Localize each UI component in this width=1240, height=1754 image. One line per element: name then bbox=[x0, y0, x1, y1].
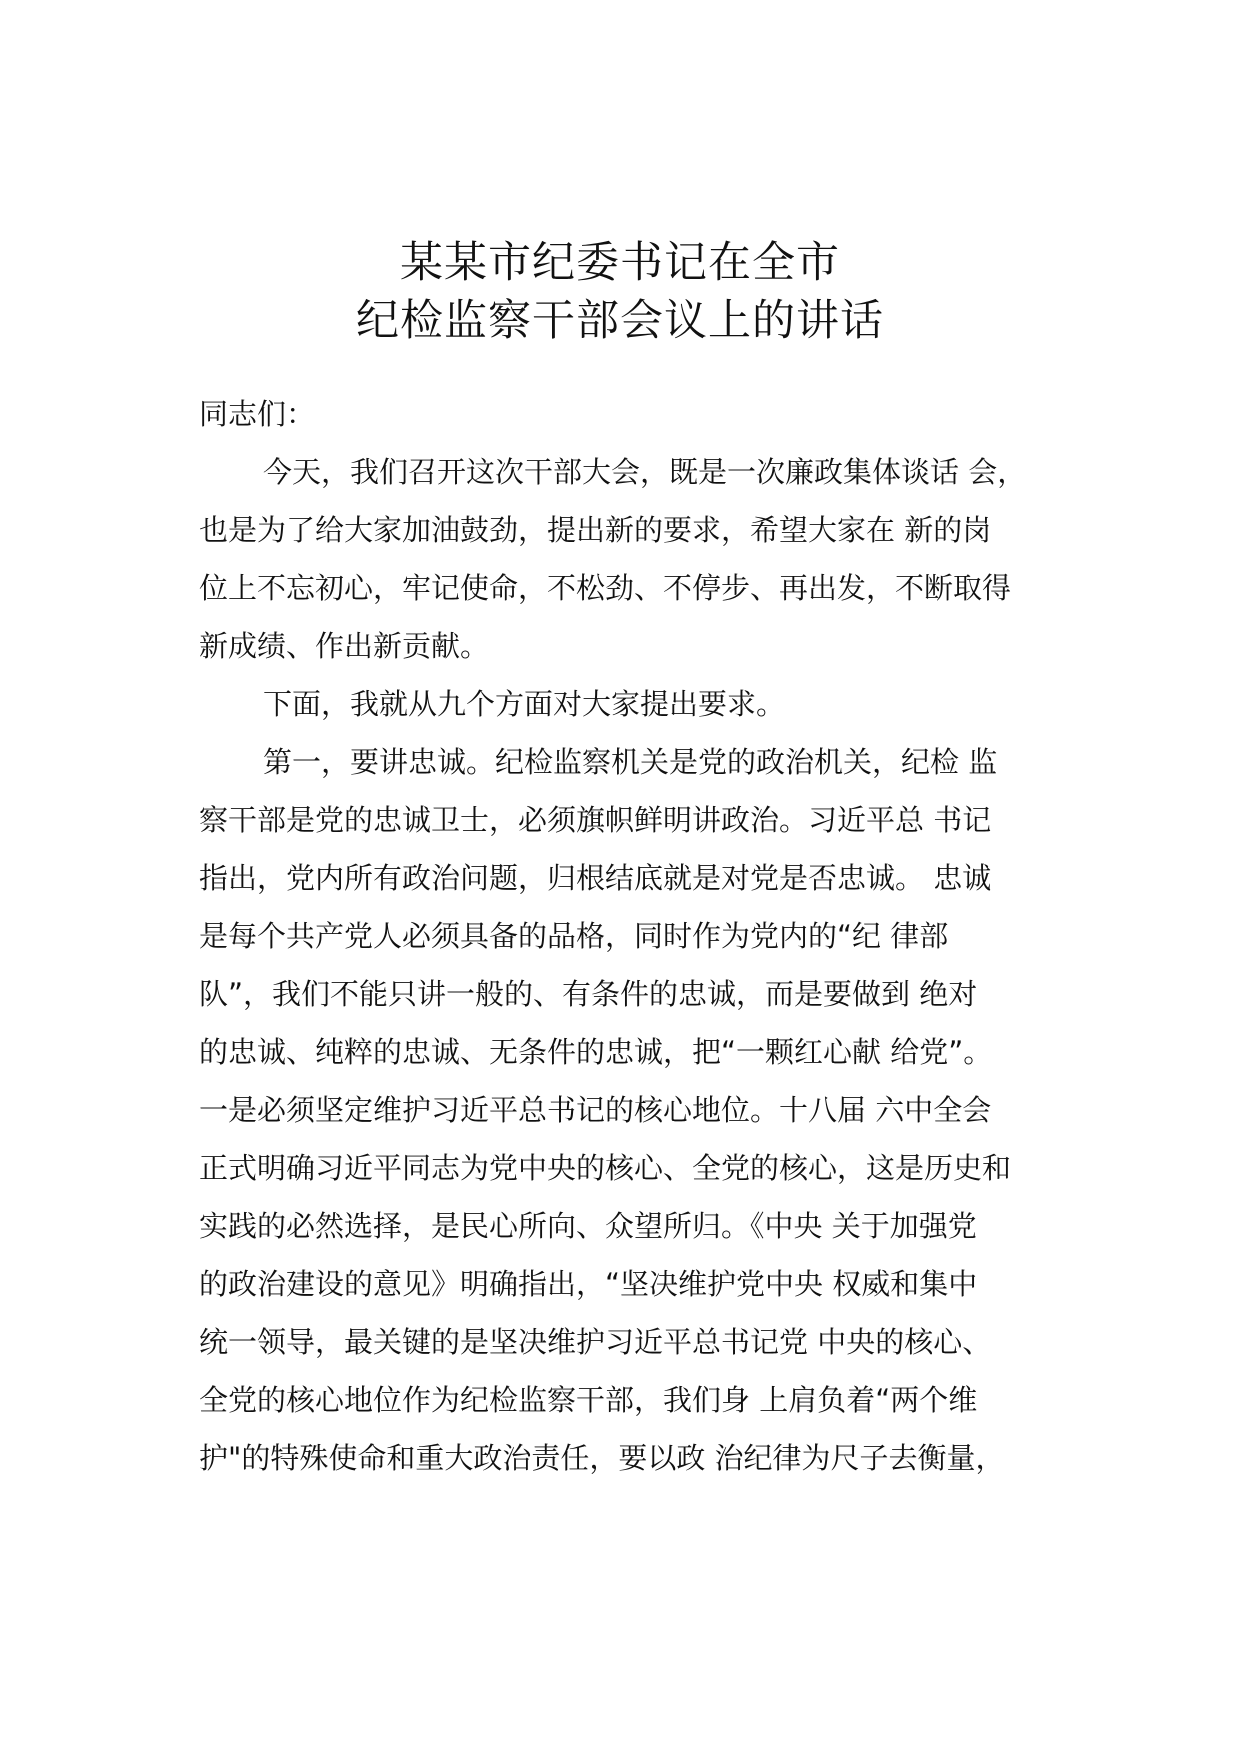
title-line: 某某市纪委书记在全市 bbox=[400, 237, 840, 288]
body-line: 指出，党内所有政治问题，归根结底就是对党是否忠诚。 忠诚 bbox=[199, 861, 992, 895]
body-line: 同志们： bbox=[199, 397, 316, 431]
body-line: 位上不忘初心，牢记使命，不松劲、不停步、再出发，不断取得 bbox=[199, 571, 1012, 605]
document-title bbox=[0, 234, 1240, 350]
body-line: 察干部是党的忠诚卫士，必须旗帜鲜明讲政治。习近平总 书记 bbox=[199, 803, 992, 837]
body-line: 下面，我就从九个方面对大家提出要求。 bbox=[263, 687, 786, 721]
body-line: 一是必须坚定维护习近平总书记的核心地位。十八届 六中全会 bbox=[199, 1093, 992, 1127]
body-line: 也是为了给大家加油鼓劲，提出新的要求，希望大家在 新的岗 bbox=[199, 513, 992, 547]
body-line: 正式明确习近平同志为党中央的核心、全党的核心，这是历史和 bbox=[199, 1151, 1012, 1185]
body-line: 队”，我们不能只讲一般的、有条件的忠诚，而是要做到 绝对 bbox=[199, 977, 978, 1011]
body-line: 统一领导，最关键的是坚决维护习近平总书记党 中央的核心、 bbox=[199, 1325, 992, 1359]
title-line: 纪检监察干部会议上的讲话 bbox=[356, 295, 884, 346]
body-line: 全党的核心地位作为纪检监察干部，我们身 上肩负着“两个维 bbox=[199, 1383, 978, 1417]
body-line: 的忠诚、纯粹的忠诚、无条件的忠诚，把“一颗红心献 给党”。 bbox=[199, 1035, 993, 1069]
body-line: 护"的特殊使命和重大政治责任，要以政 治纪律为尺子去衡量， bbox=[199, 1441, 1005, 1475]
document-body bbox=[199, 385, 1074, 1487]
body-line: 第一，要讲忠诚。纪检监察机关是党的政治机关，纪检 监 bbox=[263, 745, 998, 779]
body-line: 实践的必然选择，是民心所向、众望所归。《中央 关于加强党 bbox=[199, 1209, 977, 1243]
body-line: 是每个共产党人必须具备的品格，同时作为党内的“纪 律部 bbox=[199, 919, 949, 953]
body-line: 今天，我们召开这次干部大会，既是一次廉政集体谈话 会， bbox=[263, 455, 1027, 489]
body-line: 新成绩、作出新贡献。 bbox=[199, 629, 490, 663]
body-line: 的政治建设的意见》明确指出，“坚决维护党中央 权威和集中 bbox=[199, 1267, 978, 1301]
